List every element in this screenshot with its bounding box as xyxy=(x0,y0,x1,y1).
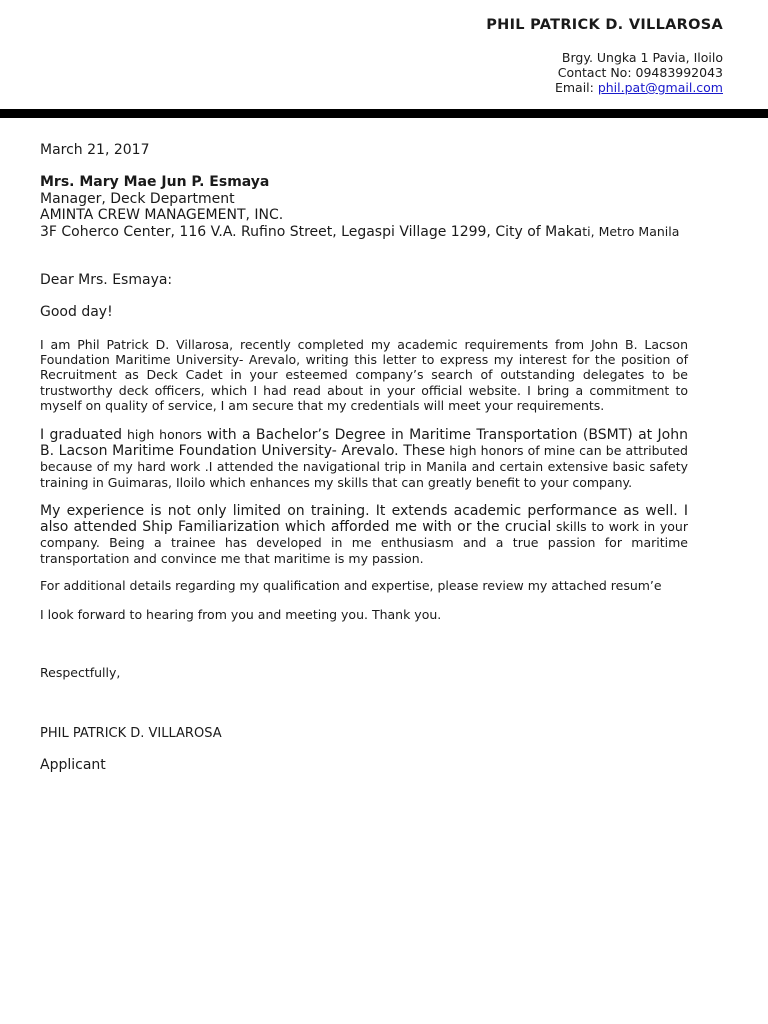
sender-address: Brgy. Ungka 1 Pavia, Iloilo xyxy=(561,50,723,65)
salutation: Dear Mrs. Esmaya: xyxy=(40,272,173,288)
sender-contact: Contact No: 09483992043 xyxy=(557,65,723,80)
signature-title: Applicant xyxy=(40,757,106,773)
recipient-address-tail: ti, Metro Manila xyxy=(582,224,680,239)
letter-date: March 21, 2017 xyxy=(40,142,150,158)
recipient-address xyxy=(40,224,679,240)
header-divider xyxy=(0,109,768,118)
paragraph-2-mid1: high honors xyxy=(122,427,207,442)
body-paragraph-1: I am Phil Patrick D. Villarosa, recently completed my academic requirements from John B. Lacson Foundation Maritime University- Arevalo, writing this letter to express my interest for the position of Recruitment as Deck Cadet in your esteemed company’s search of outstanding delegates to be trustworthy deck officers, which I had read about in your official website. I bring a commitment to myself on quality of service, I am secure that my credentials will meet your requirements. xyxy=(40,337,688,413)
recipient-address-main: 3F Coherco Center, 116 V.A. Rufino Street, Legaspi Village 1299, City of Maka xyxy=(40,224,583,240)
paragraph-2-lead: I graduated xyxy=(40,427,123,443)
body-paragraph-3 xyxy=(40,503,688,566)
closing: Respectfully, xyxy=(40,665,121,680)
paragraph-3-rest: skills to work in your company. Being a trainee has developed in me enthusiasm and a true passion for maritime transportation and convince me that maritime is my passion. xyxy=(40,519,688,566)
signature-name: PHIL PATRICK D. VILLAROSA xyxy=(40,726,222,741)
paragraph-2-rest: high honors of mine can be attributed because of my hard work .I attended the navigational trip in Manila and certain extensive basic safety training in Guimaras, Iloilo which enhances my skills that can greatly benefit to your company. xyxy=(40,443,688,490)
recipient-name: Mrs. Mary Mae Jun P. Esmaya xyxy=(40,174,270,190)
sender-email-line xyxy=(555,80,723,95)
recipient-company: AMINTA CREW MANAGEMENT, INC. xyxy=(40,207,284,223)
body-paragraph-2 xyxy=(40,427,688,490)
body-paragraph-5: I look forward to hearing from you and meeting you. Thank you. xyxy=(40,607,442,622)
email-link[interactable]: phil.pat@gmail.com xyxy=(597,80,723,95)
paragraph-2-mid2: with a Bachelor’s Degree in Maritime Transportation (BSMT) at John B. Lacson Maritime Foundation University- Arevalo. These xyxy=(40,427,688,460)
recipient-title: Manager, Deck Department xyxy=(40,191,235,207)
email-label: Email: xyxy=(554,80,598,95)
paragraph-3-lead: My experience is not only limited on training. It extends academic performance as well. I also attended Ship Familiarization which afforded me with or the crucial xyxy=(40,503,688,536)
greeting: Good day! xyxy=(40,304,113,320)
sender-name: PHIL PATRICK D. VILLAROSA xyxy=(486,17,723,33)
body-paragraph-4: For additional details regarding my qualification and expertise, please review my attached resum’e xyxy=(40,578,662,593)
